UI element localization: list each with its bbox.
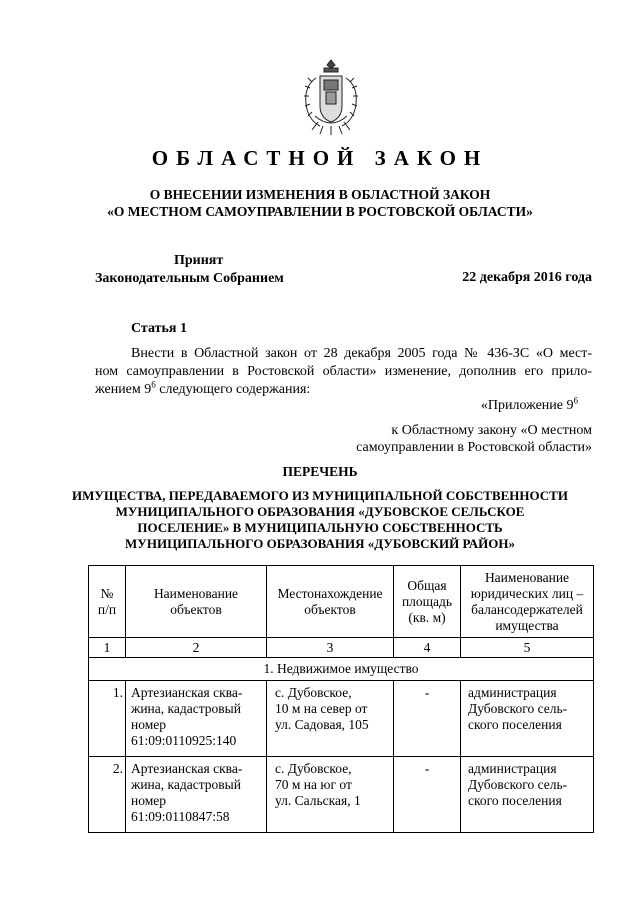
cell-text: 61:09:0110847:58 bbox=[131, 809, 230, 824]
adoption-body: Законодательным Собранием bbox=[95, 271, 284, 286]
header-text: имущества bbox=[495, 617, 559, 633]
header-text: Общая bbox=[407, 577, 447, 593]
header-text: юридических лиц – bbox=[470, 585, 584, 601]
header-text: п/п bbox=[97, 601, 117, 617]
coat-of-arms-emblem-icon bbox=[298, 56, 364, 136]
table-header-row bbox=[89, 566, 594, 638]
header-cell-location bbox=[267, 566, 394, 638]
cell-text: 10 м на север от bbox=[275, 701, 368, 716]
row-location bbox=[267, 681, 394, 757]
header-text: Наименование bbox=[153, 585, 239, 601]
row-owner bbox=[461, 757, 594, 833]
list-subtitle-line: ИМУЩЕСТВА, ПЕРЕДАВАЕМОГО ИЗ МУНИЦИПАЛЬНОЙ СОБСТВЕННОСТИ bbox=[72, 488, 568, 503]
header-cell-number bbox=[89, 566, 126, 638]
header-text: № bbox=[100, 585, 114, 601]
cell-text: с. Дубовское, bbox=[275, 685, 352, 700]
column-number-row bbox=[89, 638, 594, 658]
header-cell-owner bbox=[461, 566, 594, 638]
header-text: объектов bbox=[304, 601, 356, 617]
header-text: балансодержателей bbox=[471, 601, 583, 617]
list-subtitle-line: ПОСЕЛЕНИЕ» В МУНИЦИПАЛЬНУЮ СОБСТВЕННОСТЬ bbox=[137, 520, 503, 535]
cell-text: ского поселения bbox=[468, 717, 562, 732]
cell-text: Дубовского сель- bbox=[468, 777, 568, 792]
cell-text: 70 м на юг от bbox=[275, 777, 352, 792]
column-number: 1 bbox=[89, 638, 126, 658]
row-area: - bbox=[394, 757, 461, 833]
cell-text: Артезианская сква- bbox=[131, 685, 243, 700]
subtitle-line: О ВНЕСЕНИИ ИЗМЕНЕНИЯ В ОБЛАСТНОЙ ЗАКОН bbox=[149, 187, 491, 202]
row-name bbox=[126, 681, 267, 757]
column-number: 3 bbox=[267, 638, 394, 658]
row-name bbox=[126, 757, 267, 833]
cell-text: Артезианская сква- bbox=[131, 761, 243, 776]
list-subtitle bbox=[0, 488, 640, 552]
cell-text: 61:09:0110925:140 bbox=[131, 733, 237, 748]
superscript: 6 bbox=[151, 379, 156, 390]
header-text: площадь bbox=[401, 593, 453, 609]
subtitle-line: «О МЕСТНОМ САМОУПРАВЛЕНИИ В РОСТОВСКОЙ ОБЛАСТИ» bbox=[107, 204, 533, 219]
article-paragraph bbox=[95, 345, 592, 399]
paragraph-line: ном самоуправлении в Ростовской области» изменение, дополнив его прило- bbox=[95, 364, 592, 379]
adoption-block bbox=[95, 252, 284, 288]
header-cell-area bbox=[394, 566, 461, 638]
list-title: ПЕРЕЧЕНЬ bbox=[282, 464, 358, 479]
property-table bbox=[88, 565, 594, 833]
table-row bbox=[89, 757, 594, 833]
appendix-line: самоуправлении в Ростовской области» bbox=[356, 440, 592, 455]
paragraph-line: Внести в Областной закон от 28 декабря 2005 года № 436-ЗС «О мест- bbox=[131, 346, 592, 361]
cell-text: ул. Сальская, 1 bbox=[275, 793, 361, 808]
column-number: 4 bbox=[394, 638, 461, 658]
cell-text: ул. Садовая, 105 bbox=[275, 717, 369, 732]
cell-text: администрация bbox=[468, 761, 557, 776]
header-text: Местонахождение bbox=[277, 585, 383, 601]
cell-text: Дубовского сель- bbox=[468, 701, 568, 716]
adoption-label: Принят bbox=[174, 253, 224, 268]
header-text: (кв. м) bbox=[408, 609, 446, 625]
row-location bbox=[267, 757, 394, 833]
paragraph-text: жением 9 bbox=[95, 382, 152, 397]
article-heading: Статья 1 bbox=[131, 321, 187, 336]
adoption-date: 22 декабря 2016 года bbox=[462, 270, 592, 285]
document-title: ОБЛАСТНОЙ ЗАКОН bbox=[151, 146, 489, 170]
row-number: 1. bbox=[89, 681, 126, 757]
document-subtitle bbox=[0, 186, 640, 220]
header-text: объектов bbox=[170, 601, 222, 617]
section-row bbox=[89, 658, 594, 681]
list-subtitle-line: МУНИЦИПАЛЬНОГО ОБРАЗОВАНИЯ «ДУБОВСКИЙ РАЙОН» bbox=[125, 536, 515, 551]
cell-text: жина, кадастровый bbox=[131, 777, 241, 792]
cell-text: номер bbox=[131, 717, 167, 732]
cell-text: жина, кадастровый bbox=[131, 701, 241, 716]
column-number: 2 bbox=[126, 638, 267, 658]
row-area: - bbox=[394, 681, 461, 757]
section-heading: 1. Недвижимое имущество bbox=[89, 658, 594, 681]
cell-text: ского поселения bbox=[468, 793, 562, 808]
cell-text: администрация bbox=[468, 685, 557, 700]
row-owner bbox=[461, 681, 594, 757]
header-cell-name bbox=[126, 566, 267, 638]
appendix-reference bbox=[356, 397, 592, 456]
table-row bbox=[89, 681, 594, 757]
list-subtitle-line: МУНИЦИПАЛЬНОГО ОБРАЗОВАНИЯ «ДУБОВСКОЕ СЕЛЬСКОЕ bbox=[115, 504, 525, 519]
row-number: 2. bbox=[89, 757, 126, 833]
header-text: Наименование bbox=[484, 569, 570, 585]
appendix-label-text: «Приложение 9 bbox=[480, 398, 574, 413]
paragraph-text: следующего содержания: bbox=[155, 382, 311, 397]
cell-text: номер bbox=[131, 793, 167, 808]
cell-text: с. Дубовское, bbox=[275, 761, 352, 776]
column-number: 5 bbox=[461, 638, 594, 658]
appendix-line: к Областному закону «О местном bbox=[391, 423, 592, 438]
superscript: 6 bbox=[573, 395, 578, 406]
appendix-label bbox=[356, 397, 592, 414]
